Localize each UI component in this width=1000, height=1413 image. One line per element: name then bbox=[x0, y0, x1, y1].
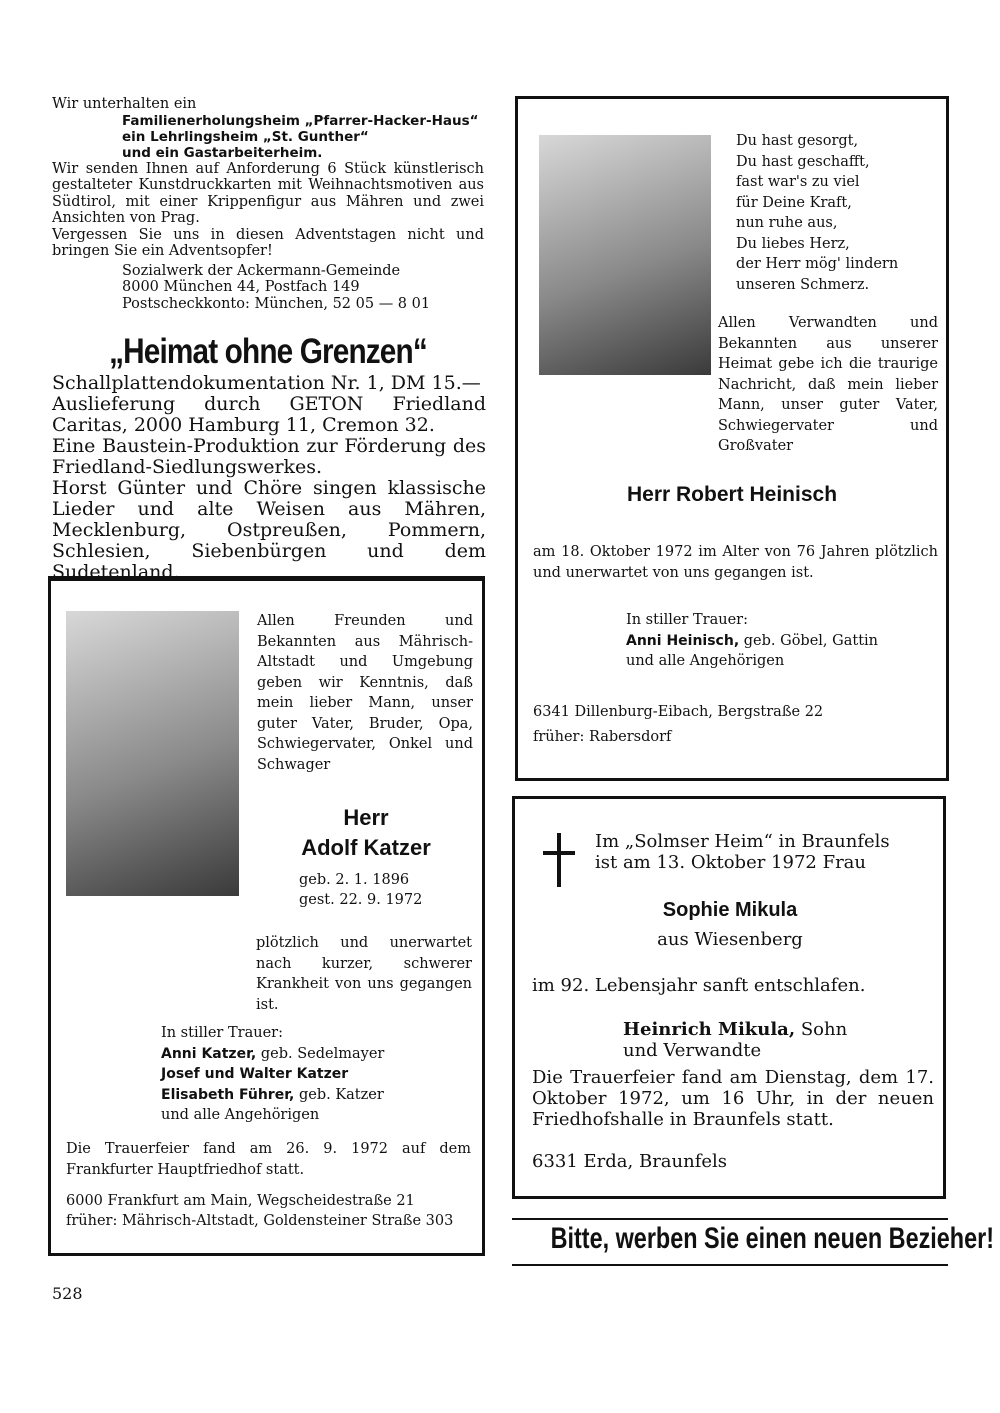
ad-address-2: 8000 München 44, Postfach 149 bbox=[122, 279, 360, 295]
mikula-line-1: Im „Solmser Heim“ in Braunfels bbox=[595, 831, 890, 852]
ad-bold-2: ein Lehrlingsheim „St. Gunther“ bbox=[122, 128, 369, 145]
katzer-address-1: 6000 Frankfurt am Main, Wegscheidestraße 21 bbox=[66, 1193, 415, 1209]
record-line: Horst Günter und Chöre singen klassische Lieder und alte Weisen aus Mähren, Mecklenburg, Ostpreußen, Pommern, Schlesien, Siebenbürgen und dem Sudetenland. bbox=[52, 477, 486, 583]
mourner-detail: geb. Sedelmayer bbox=[256, 1045, 385, 1062]
katzer-died: gest. 22. 9. 1972 bbox=[299, 892, 423, 908]
subscriber-banner: Bitte, werben Sie einen neuen Bezieher! bbox=[550, 1222, 995, 1255]
mikula-funeral: Die Trauerfeier fand am Dienstag, dem 17. Oktober 1972, um 16 Uhr, in der neuen Friedhofshalle in Braunfels statt. bbox=[532, 1067, 934, 1130]
ad-address-3: Postscheckkonto: München, 52 05 — 8 01 bbox=[122, 295, 431, 312]
mikula-address: 6331 Erda, Braunfels bbox=[532, 1151, 728, 1172]
ad-body-2: Vergessen Sie uns in diesen Adventstagen nicht und bringen Sie ein Adventsopfer! bbox=[52, 226, 484, 259]
record-title: „Heimat ohne Grenzen“ bbox=[109, 332, 427, 371]
mourning-label: In stiller Trauer: bbox=[161, 1025, 283, 1041]
mikula-mourners bbox=[623, 1019, 847, 1061]
heinisch-name: Herr Robert Heinisch bbox=[626, 483, 838, 506]
poem-line: der Herr mög' lindern bbox=[736, 256, 899, 272]
mourner-name: Anni Heinisch, bbox=[626, 632, 740, 649]
poem-line: Du liebes Herz, bbox=[736, 235, 850, 252]
heinisch-address-2: früher: Rabersdorf bbox=[533, 729, 672, 745]
mourner-detail: geb. Katzer bbox=[294, 1086, 384, 1103]
poem-line: Du hast geschafft, bbox=[736, 153, 870, 170]
katzer-address-2: früher: Mährisch-Altstadt, Goldensteiner Straße 303 bbox=[66, 1213, 454, 1229]
katzer-funeral: Die Trauerfeier fand am 26. 9. 1972 auf dem Frankfurter Hauptfriedhof statt. bbox=[66, 1141, 471, 1178]
banner-rule-bottom bbox=[512, 1264, 948, 1266]
mikula-from: aus Wiesenberg bbox=[657, 929, 803, 950]
katzer-herr: Herr bbox=[343, 805, 389, 830]
katzer-mourners bbox=[161, 1023, 471, 1126]
poem-line: nun ruhe aus, bbox=[736, 215, 838, 231]
heinisch-address-1: 6341 Dillenburg-Eibach, Bergstraße 22 bbox=[533, 704, 824, 720]
ad-address-1: Sozialwerk der Ackermann-Gemeinde bbox=[122, 262, 401, 279]
mourner-name: Heinrich Mikula, bbox=[623, 1019, 796, 1040]
mikula-died: im 92. Lebensjahr sanft entschlafen. bbox=[532, 975, 866, 996]
mourning-label: In stiller Trauer: bbox=[626, 612, 748, 628]
page-number: 528 bbox=[52, 1284, 83, 1303]
banner-rule-top bbox=[512, 1218, 948, 1220]
mourner-name: Anni Katzer, bbox=[161, 1045, 257, 1062]
obituary-heinisch bbox=[515, 96, 949, 781]
portrait-photo bbox=[539, 135, 711, 375]
mourner-others: und Verwandte bbox=[623, 1040, 762, 1061]
heinisch-mourners bbox=[626, 610, 878, 672]
record-line: Schallplattendokumentation Nr. 1, DM 15.— bbox=[52, 372, 481, 394]
mikula-line-2: ist am 13. Oktober 1972 Frau bbox=[595, 852, 867, 873]
ad-bold-1: Familienerholungsheim „Pfarrer-Hacker-Haus“ bbox=[122, 112, 479, 129]
ad-sozialwerk bbox=[52, 96, 484, 312]
katzer-sudden: plötzlich und unerwartet nach kurzer, schwerer Krankheit von uns gegangen ist. bbox=[256, 935, 472, 1013]
poem-line: Du hast gesorgt, bbox=[736, 133, 859, 149]
mourner-name: Elisabeth Führer, bbox=[161, 1086, 295, 1103]
mourner-others: und alle Angehörigen bbox=[161, 1107, 320, 1123]
katzer-name: Adolf Katzer bbox=[301, 835, 431, 860]
heinisch-poem bbox=[736, 131, 898, 295]
mourner-detail: geb. Göbel, Gattin bbox=[739, 632, 879, 649]
mourner-name: Josef und Walter Katzer bbox=[161, 1066, 349, 1082]
cross-icon bbox=[557, 833, 561, 887]
record-body bbox=[52, 373, 486, 583]
obituary-katzer bbox=[48, 576, 485, 1256]
katzer-text: Allen Freunden und Bekannten aus Mährisch-Altstadt und Umgebung geben wir Kenntnis, daß mein lieber Mann, unser guter Vater, Bruder, Opa, Schwiegervater, Onkel und Schwager bbox=[257, 613, 473, 773]
poem-line: unseren Schmerz. bbox=[736, 276, 870, 293]
obituary-mikula bbox=[512, 796, 946, 1199]
poem-line: für Deine Kraft, bbox=[736, 194, 852, 211]
cross-icon-bar bbox=[543, 851, 575, 855]
katzer-born: geb. 2. 1. 1896 bbox=[299, 872, 410, 888]
ad-body: Wir senden Ihnen auf Anforderung 6 Stück künstlerisch gestalteter Kunstdruckkarten mit Weihnachtsmotiven aus Südtirol, mit einer Krippenfigur aus Mähren und zwei Ansichten von Prag. bbox=[52, 160, 484, 226]
heinisch-text: Allen Verwandten und Bekannten aus unserer Heimat gebe ich die traurige Nachricht, daß mein lieber Mann, unser guter Vater, Schwiegervater und Großvater bbox=[718, 315, 938, 454]
record-line: Eine Baustein-Produktion zur Förderung des Friedland-Siedlungswerkes. bbox=[52, 435, 486, 478]
record-line: Auslieferung durch GETON Friedland Caritas, 2000 Hamburg 11, Cremon 32. bbox=[52, 393, 486, 436]
mikula-name: Sophie Mikula bbox=[662, 899, 798, 921]
poem-line: fast war's zu viel bbox=[736, 174, 860, 190]
ad-intro: Wir unterhalten ein bbox=[52, 96, 197, 112]
heinisch-died: am 18. Oktober 1972 im Alter von 76 Jahren plötzlich und unerwartet von uns gegangen ist. bbox=[533, 544, 938, 581]
ad-bold-3: und ein Gastarbeiterheim. bbox=[122, 144, 323, 161]
mourner-others: und alle Angehörigen bbox=[626, 653, 785, 669]
mourner-detail: Sohn bbox=[795, 1019, 848, 1040]
portrait-photo bbox=[66, 611, 239, 896]
